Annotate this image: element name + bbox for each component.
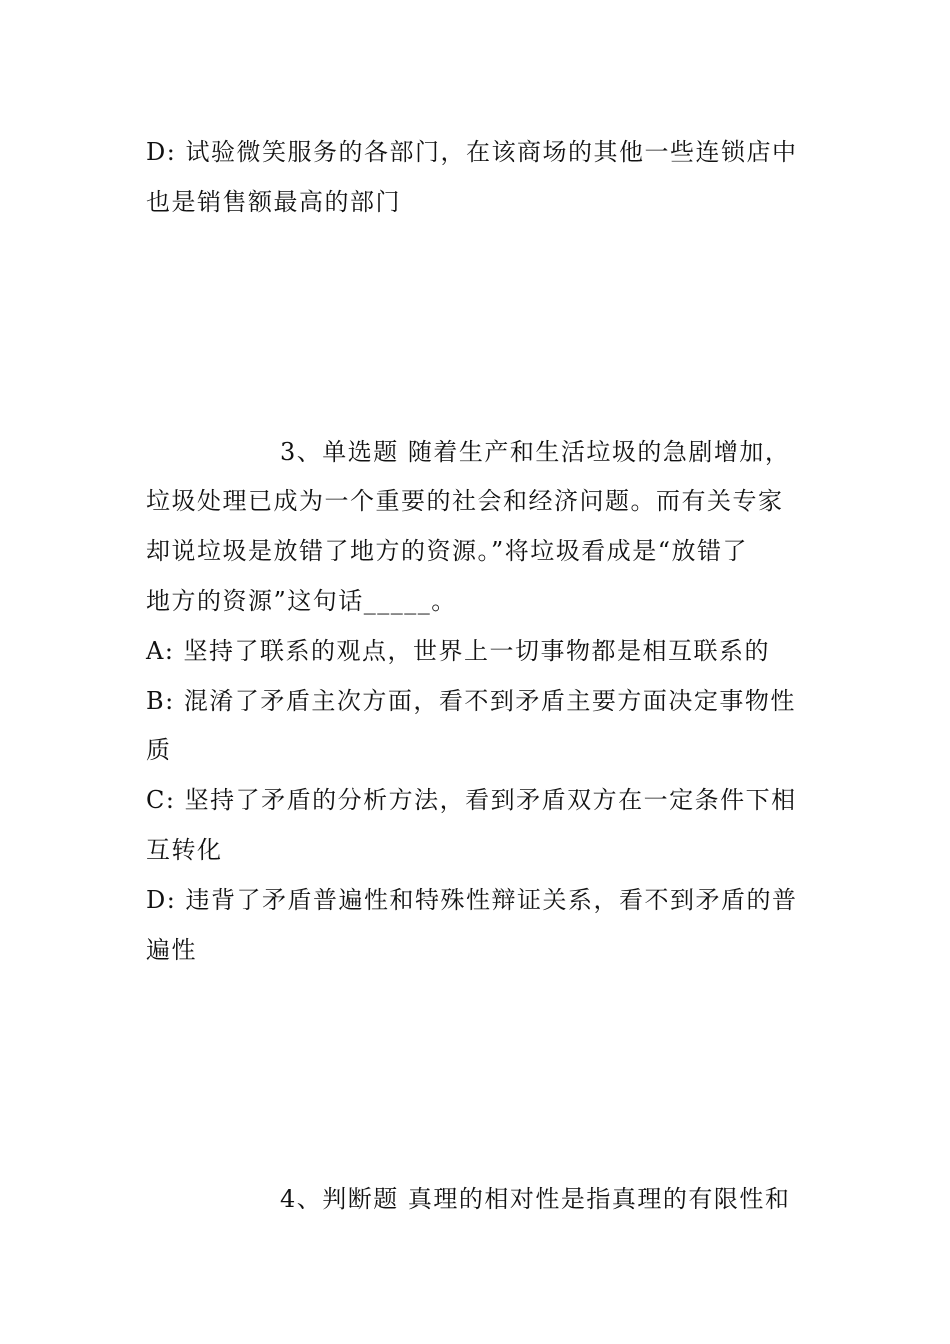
q3-option-d-line2: 遍性 — [146, 936, 197, 964]
q3-option-c-line2: 互转化 — [146, 836, 223, 864]
q3-option-b-line2: 质 — [146, 736, 172, 764]
q3-option-c-line1: C: 坚持了矛盾的分析方法，看到矛盾双方在一定条件下相 — [146, 786, 797, 814]
q3-option-d-line1: D: 违背了矛盾普遍性和特殊性辩证关系，看不到矛盾的普 — [146, 886, 798, 914]
q3-option-a: A: 坚持了联系的观点，世界上一切事物都是相互联系的 — [146, 637, 771, 665]
q3-stem-line2: 垃圾处理已成为一个重要的社会和经济问题。而有关专家 — [146, 487, 784, 515]
q3-stem-line4: 地方的资源”这句话_____。 — [146, 587, 457, 615]
q2-option-d-line2: 也是销售额最高的部门 — [146, 188, 401, 216]
q3-stem-line1: 3、单选题 随着生产和生活垃圾的急剧增加， — [280, 438, 791, 466]
q4-stem-line1: 4、判断题 真理的相对性是指真理的有限性和 — [280, 1185, 791, 1213]
q2-option-d-line1: D: 试验微笑服务的各部门，在该商场的其他一些连锁店中 — [146, 138, 798, 166]
q3-stem-line3: 却说垃圾是放错了地方的资源。”将垃圾看成是“放错了 — [146, 537, 749, 565]
q3-option-b-line1: B: 混淆了矛盾主次方面，看不到矛盾主要方面决定事物性 — [146, 687, 796, 715]
